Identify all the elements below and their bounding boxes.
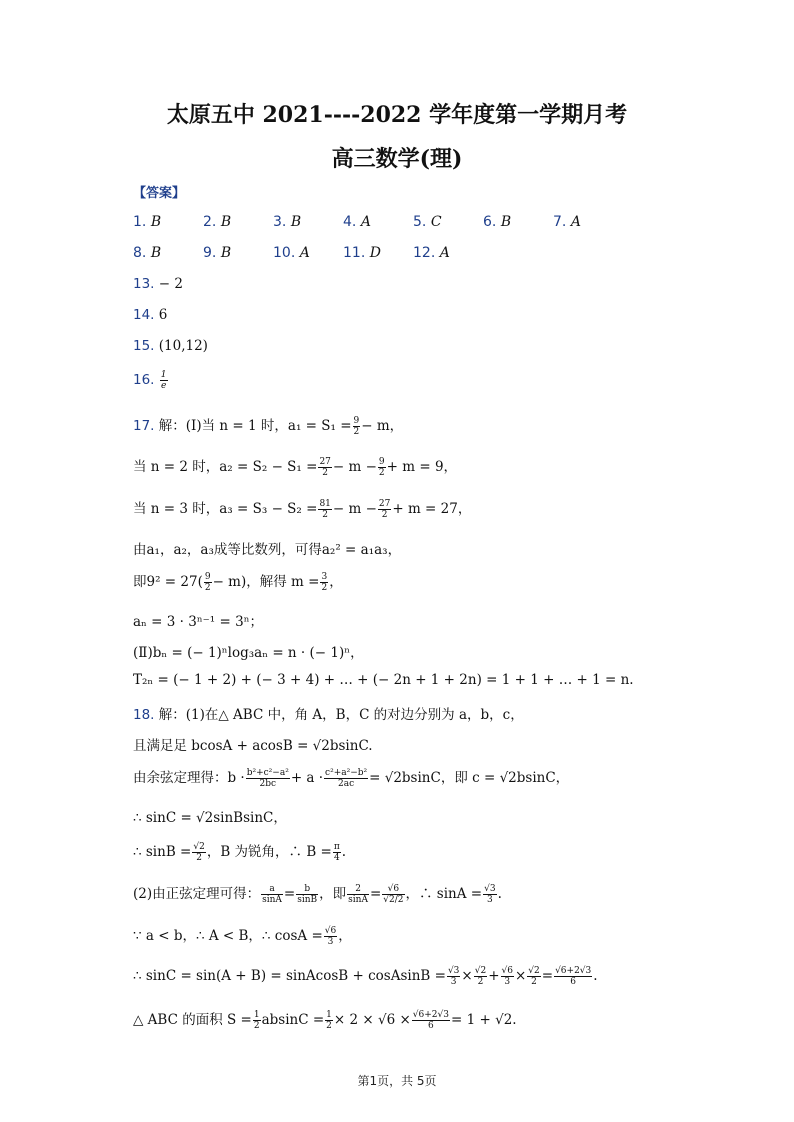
fraction: $\frac{\text{c²+a²−b²}}{2ac}$: [325, 768, 368, 789]
answer-16: 16. $\frac{1}{e}$: [133, 370, 167, 391]
q17-line-8: T₂ₙ = (− 1 + 2) + (− 3 + 4) + … + (− 2n + 1 + 2n) = 1 + 1 + … + 1 = n.: [133, 672, 634, 688]
fraction: $\frac{√6+2√3}{6}$: [555, 966, 592, 987]
answer-item: 10. A: [273, 245, 310, 261]
answer-item: 2. B: [203, 214, 232, 230]
answer-item: 6. B: [483, 214, 512, 230]
fraction: $\frac{√6+2√3}{6}$: [412, 1010, 449, 1031]
answer-item: 3. B: [273, 214, 302, 230]
fraction: $\frac{\text{b²+c²−a²}}{2bc}$: [246, 768, 289, 789]
page-subtitle: 高三数学(理): [331, 146, 463, 172]
answer-item: 5. C: [413, 214, 442, 230]
q18-line-5: ∴ sinB = $\frac{√2}{2}$ ，B 为锐角，∴ B = $\frac{\pi}{4}$ .: [133, 842, 347, 863]
fraction: $\frac{9}{2}$: [353, 416, 360, 437]
page-footer: 第1页，共 5页: [357, 1074, 437, 1088]
answer-item: 4. A: [343, 214, 371, 230]
answer-item: 11. D: [343, 245, 381, 261]
answer-row-1: [133, 214, 733, 234]
q18-line-2: 且满足足 bcosA + acosB = √2bsinC.: [133, 738, 373, 754]
fraction: $\frac{√6}{3}$: [501, 966, 513, 987]
answer-row-2: [133, 245, 733, 265]
q17-line-1: 17. 解：(Ⅰ)当 n = 1 时，a₁ = S₁ = $\frac{9}{2}$ − m，: [133, 416, 404, 437]
q18-line-6: (2)由正弦定理可得： $\frac{a}{\sin A}$ = $\frac{b}{\sin B}$ ，即 $\frac{2}{\sin A}$ = $\frac{√6}{√2/2}$ ，∴ sinA = $\frac{√3}{3}$ .: [133, 884, 502, 905]
q18-line-7: ∵ a < b，∴ A < B，∴ cosA = $\frac{√6}{3}$ ，: [133, 926, 352, 947]
fraction: $\frac{9}{2}$: [204, 572, 211, 593]
fraction: $\frac{1}{2}$: [326, 1010, 332, 1031]
q17-line-5: 即9² = 27( $\frac{9}{2}$ − m)，解得 m = $\frac{3}{2}$ ，: [133, 572, 343, 593]
q17-line-3: 当 n = 3 时，a₃ = S₃ − S₂ = $\frac{81}{2}$ − m − $\frac{27}{2}$ + m = 27，: [133, 499, 472, 520]
fraction: $\frac{√2}{2}$: [474, 966, 487, 987]
answer-14: 14. 6: [133, 307, 168, 323]
q18-line-9: △ ABC 的面积 S = $\frac{1}{2}$ absinC = $\frac{1}{2}$ × 2 × √6 × $\frac{√6+2√3}{6}$ = 1 + √2.: [133, 1010, 517, 1031]
q18-line-8: ∴ sinC = sin(A + B) = sinAcosB + cosAsinB = $\frac{√3}{3}$ × $\frac{√2}{2}$ + $\frac{√6}{3}$ × $\frac{√2}{2}$ = $\frac{√6+2√3}{6}$ .: [133, 966, 598, 987]
answer-item: 1. B: [133, 214, 162, 230]
q18-line-1: 18. 解：(1)在△ ABC 中，角 A，B，C 的对边分别为 a，b，c，: [133, 707, 524, 723]
fraction: $\frac{27}{2}$: [378, 499, 391, 520]
fraction: $\frac{√3}{3}$: [484, 884, 496, 905]
answer-item: 8. B: [133, 245, 162, 261]
fraction: $\frac{√6}{3}$: [324, 926, 337, 947]
fraction: $\frac{1}{e}$: [160, 370, 167, 391]
fraction: $\frac{9}{2}$: [378, 457, 385, 478]
answer-item: 9. B: [203, 245, 232, 261]
answer-13: 13. − 2: [133, 276, 183, 292]
fraction: $\frac{√2}{2}$: [193, 842, 205, 863]
answer-15: 15. (10,12): [133, 338, 208, 354]
fraction: $\frac{√6}{√2/2}$: [383, 884, 404, 905]
q17-line-6: aₙ = 3 · 3ⁿ⁻¹ = 3ⁿ；: [133, 614, 264, 630]
fraction: $\frac{√3}{3}$: [447, 966, 460, 987]
page-title: 太原五中 2021----2022 学年度第一学期月考: [166, 102, 628, 128]
fraction: $\frac{a}{\sin A}$: [262, 884, 282, 905]
fraction: $\frac{81}{2}$: [319, 499, 331, 520]
fraction: $\frac{2}{\sin A}$: [348, 884, 368, 905]
fraction: $\frac{1}{2}$: [253, 1010, 260, 1031]
answer-item: 12. A: [413, 245, 450, 261]
fraction: $\frac{b}{\sin B}$: [297, 884, 318, 905]
fraction: $\frac{3}{2}$: [321, 572, 328, 593]
fraction: $\frac{\pi}{4}$: [333, 842, 340, 863]
q17-line-7: (Ⅱ)bₙ = (− 1)ⁿlog₃aₙ = n · (− 1)ⁿ，: [133, 645, 364, 661]
fraction: $\frac{27}{2}$: [319, 457, 331, 478]
answer-item: 7. A: [553, 214, 581, 230]
fraction: $\frac{√2}{2}$: [528, 966, 540, 987]
q17-line-4: 由a₁，a₂，a₃成等比数列，可得a₂² = a₁a₃，: [133, 542, 402, 558]
q18-line-4: ∴ sinC = √2sinBsinC，: [133, 810, 287, 826]
q18-line-3: 由余弦定理得：b · $\frac{\text{b²+c²−a²}}{2bc}$ + a · $\frac{\text{c²+a²−b²}}{2ac}$ = √2bsinC，即 c = √2bsinC，: [133, 768, 570, 789]
q17-line-2: 当 n = 2 时，a₂ = S₂ − S₁ = $\frac{27}{2}$ − m − $\frac{9}{2}$ + m = 9，: [133, 457, 458, 478]
answer-label: 【答案】: [133, 186, 186, 201]
